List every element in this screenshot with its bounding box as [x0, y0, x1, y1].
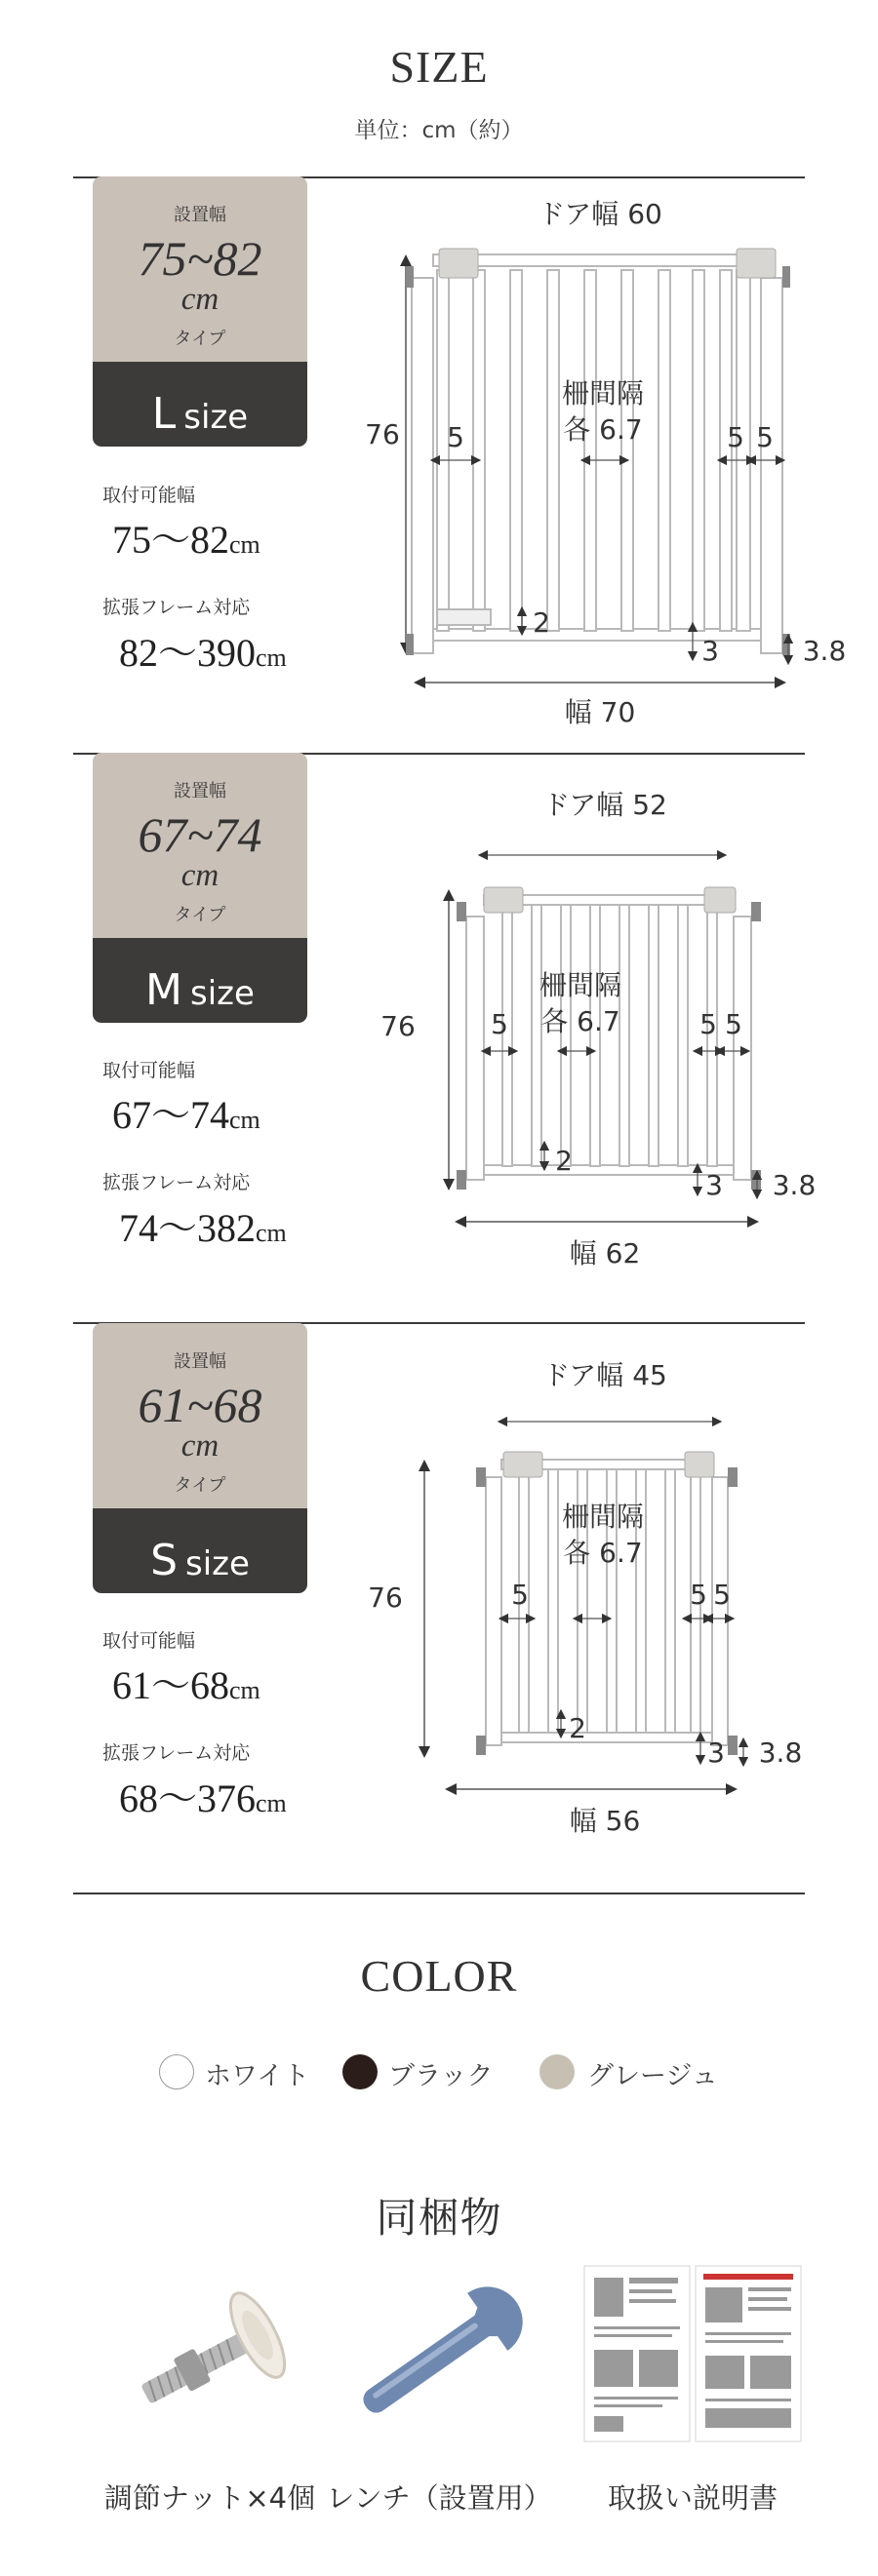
- frame-label: 3.8: [772, 1169, 817, 1201]
- total-width-label: 幅 62: [569, 1237, 641, 1269]
- mount-width-value: 61〜68cm: [112, 1663, 260, 1707]
- size-name: [93, 389, 307, 439]
- extension-label: 拡張フレーム対応: [102, 598, 251, 618]
- gate-diagram-l: [351, 190, 858, 736]
- bar-spacing-label-2: 各 6.7: [563, 1537, 643, 1569]
- total-width-label: 幅 70: [564, 696, 636, 728]
- extension-value: 68〜376cm: [119, 1776, 287, 1820]
- color-label-greige: グレージュ: [587, 2061, 718, 2091]
- step-height-label: 2: [533, 606, 550, 639]
- badge-range: 75~82: [138, 231, 262, 286]
- door-width-label: ドア幅 52: [542, 789, 667, 821]
- wrench-icon: [322, 2267, 556, 2442]
- size-letter: S: [150, 1536, 178, 1585]
- badge-caption: 設置幅: [174, 1351, 226, 1372]
- right-gap-b-label: 5: [725, 1008, 742, 1040]
- size-word: size: [185, 1544, 250, 1583]
- badge-caption: 設置幅: [174, 781, 226, 801]
- color-section-title: COLOR: [360, 1951, 518, 2001]
- size-badge: [93, 1323, 307, 1593]
- color-swatch-greige: [539, 2054, 575, 2089]
- badge-cm: cm: [180, 282, 220, 317]
- mount-width-label: 取付可能幅: [102, 1061, 196, 1081]
- frame-label: 3.8: [802, 635, 847, 667]
- item-label-manual: 取扱い説明書: [607, 2481, 778, 2515]
- badge-cm: cm: [180, 1428, 220, 1464]
- size-letter: M: [145, 965, 183, 1015]
- gate-diagram-m: [371, 780, 839, 1287]
- size-badge: [93, 176, 307, 447]
- foot-height-label: 3: [701, 635, 719, 667]
- bar-spacing-label-2: 各 6.7: [563, 413, 643, 446]
- size-word: size: [190, 974, 255, 1013]
- gate-frame: [412, 254, 782, 653]
- height-label: 76: [365, 418, 400, 450]
- color-label-black: ブラック: [388, 2061, 494, 2091]
- mount-width-value: 67〜74cm: [112, 1093, 260, 1137]
- bar-spacing-label-1: 柵間隔: [539, 969, 622, 1001]
- frame-label: 3.8: [758, 1737, 803, 1769]
- left-gap-label: 5: [447, 421, 464, 453]
- extension-value: 74〜382cm: [119, 1206, 287, 1250]
- mount-width-label: 取付可能幅: [102, 486, 196, 506]
- right-gap-a-label: 5: [727, 421, 744, 453]
- badge-type: タイプ: [174, 905, 226, 925]
- door-width-label: ドア幅 45: [542, 1359, 667, 1391]
- item-label-wrench: レンチ（設置用）: [326, 2481, 552, 2515]
- step-height-label: 2: [555, 1145, 573, 1177]
- extension-value: 82〜390cm: [119, 631, 287, 675]
- extension-label: 拡張フレーム対応: [102, 1173, 251, 1193]
- badge-cm: cm: [180, 858, 220, 893]
- foot-height-label: 3: [705, 1169, 723, 1201]
- color-label-white: ホワイト: [205, 2061, 310, 2091]
- badge-range: 61~68: [138, 1378, 262, 1432]
- badge-range: 67~74: [138, 807, 262, 862]
- badge-caption: 設置幅: [174, 205, 226, 225]
- foot-height-label: 3: [707, 1737, 725, 1769]
- extension-label: 拡張フレーム対応: [102, 1743, 251, 1764]
- right-gap-a-label: 5: [699, 1008, 717, 1040]
- size-section-title: SIZE: [389, 42, 489, 92]
- left-gap-label: 5: [491, 1008, 508, 1040]
- size-word: size: [183, 398, 249, 437]
- size-letter: L: [151, 389, 177, 439]
- step-height-label: 2: [569, 1712, 586, 1744]
- height-label: 76: [380, 1010, 416, 1042]
- bar-spacing-label-1: 柵間隔: [561, 377, 645, 410]
- right-gap-a-label: 5: [690, 1579, 707, 1611]
- bar-spacing-label-2: 各 6.7: [540, 1005, 620, 1037]
- color-swatch-black: [342, 2054, 378, 2089]
- size-badge: [93, 753, 307, 1023]
- total-width-label: 幅 56: [569, 1805, 641, 1837]
- bar-spacing-label-1: 柵間隔: [561, 1501, 645, 1533]
- height-label: 76: [368, 1581, 403, 1614]
- right-gap-b-label: 5: [713, 1579, 731, 1611]
- item-label-nut: 調節ナット×4個: [103, 2481, 316, 2515]
- door-width-label: ドア幅 60: [538, 198, 662, 230]
- left-gap-label: 5: [511, 1579, 529, 1611]
- contents-section-title: 同梱物: [376, 2197, 502, 2242]
- mount-width-value: 75〜82cm: [112, 518, 260, 562]
- gate-diagram-s: [361, 1350, 829, 1857]
- right-gap-b-label: 5: [756, 421, 774, 453]
- adjust-nut-bolt-icon: [117, 2267, 302, 2442]
- size-name: [93, 965, 307, 1015]
- manual-sheets-icon: [580, 2260, 805, 2455]
- mount-width-label: 取付可能幅: [102, 1631, 196, 1652]
- color-swatch-white: [159, 2054, 194, 2089]
- unit-note: 単位：cm（約）: [354, 118, 524, 143]
- badge-type: タイプ: [174, 329, 226, 349]
- divider: [73, 1893, 805, 1894]
- size-name: [93, 1536, 307, 1585]
- badge-type: タイプ: [174, 1475, 226, 1496]
